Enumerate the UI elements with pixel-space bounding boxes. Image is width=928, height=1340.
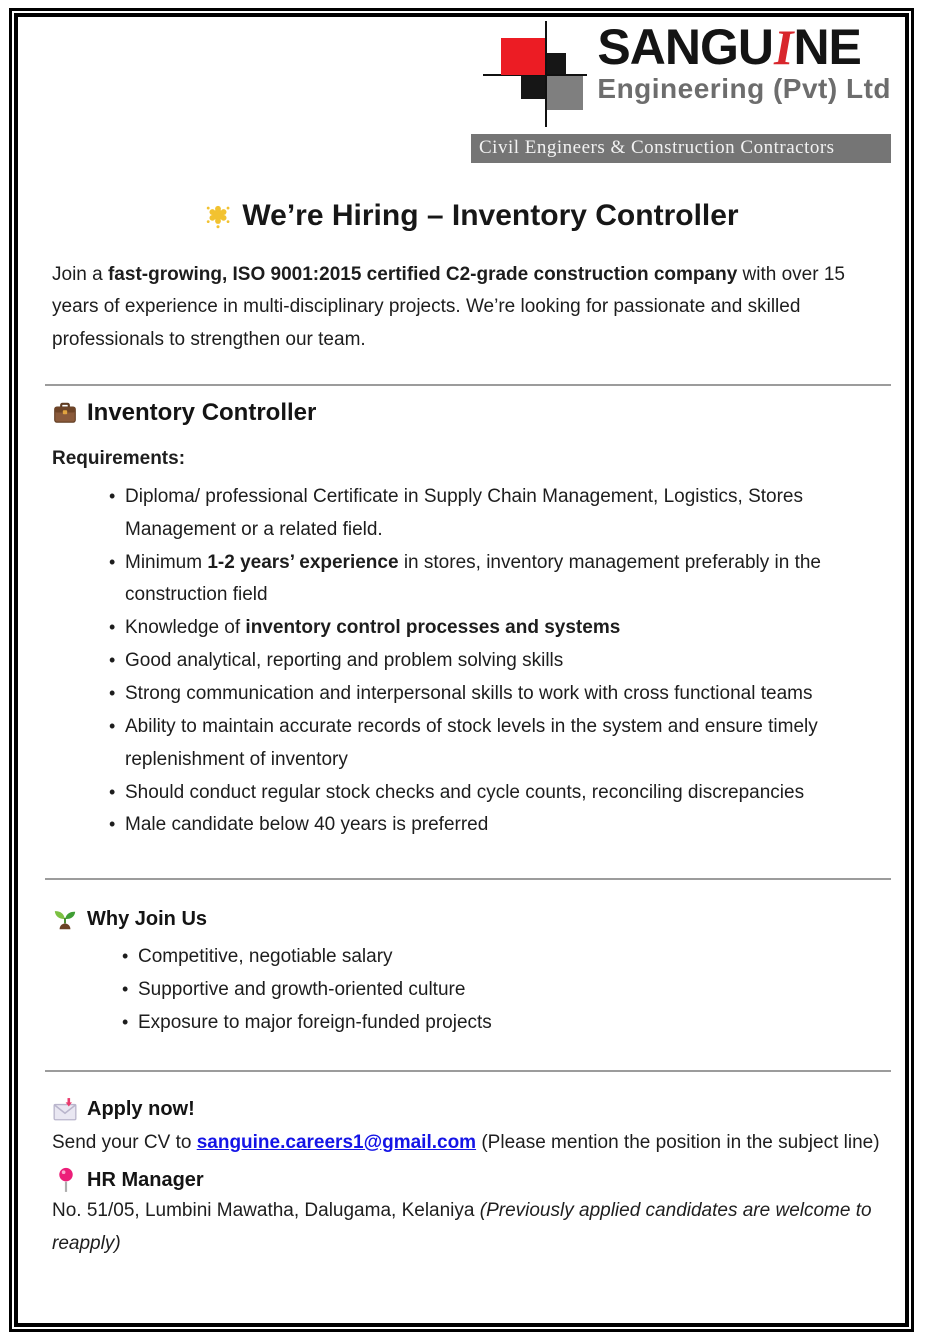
requirement-item: • Knowledge of inventory control processes and systems [109, 612, 842, 645]
page-title [52, 199, 891, 233]
blossom-icon [204, 202, 232, 230]
requirement-item: • Strong communication and interpersonal skills to work with cross functional teams [109, 678, 842, 711]
logo-text [597, 21, 891, 104]
logo-squares-icon [481, 21, 593, 127]
hr-manager-heading-text: HR Manager [87, 1168, 204, 1191]
job-section-heading [52, 399, 891, 427]
section-divider [45, 878, 891, 880]
requirements-label: Requirements: [52, 447, 186, 469]
apply-heading-text: Apply now! [87, 1098, 195, 1121]
seedling-icon [52, 906, 78, 932]
logo-red-i: I [773, 19, 793, 75]
job-title-text: Inventory Controller [87, 398, 317, 426]
why-join-item: • Exposure to major foreign-funded projects [122, 1007, 812, 1040]
company-logo [481, 21, 891, 127]
requirement-item: • Minimum 1-2 years’ experience in stores, inventory management preferably in the construction field [109, 547, 842, 613]
intro-paragraph: Join a fast-growing, ISO 9001:2015 certified C2-grade construction company with over 15 years of experience in multi-disciplinary projects. We’re looking for passionate and skilled professionals to strengthen our team. [52, 264, 845, 350]
company-tagline-banner: Civil Engineers & Construction Contractors [471, 134, 891, 163]
address-line: No. 51/05, Lumbini Mawatha, Dalugama, Kelaniya (Previously applied candidates are welcome to reapply) [52, 1200, 872, 1254]
apply-heading [52, 1097, 891, 1123]
round-pushpin-icon [57, 1167, 75, 1193]
page-border-outer [9, 8, 914, 1332]
why-join-item: • Competitive, negotiable salary [122, 941, 812, 974]
requirement-item: • Ability to maintain accurate records of stock levels in the system and ensure timely replenishment of inventory [109, 711, 842, 777]
envelope-arrow-icon [52, 1097, 78, 1123]
page-border-inner [14, 13, 909, 1327]
apply-instructions: Send your CV to sanguine.careers1@gmail.com (Please mention the position in the subject line) [52, 1131, 880, 1153]
why-join-item: • Supportive and growth-oriented culture [122, 974, 812, 1007]
section-divider [45, 1070, 891, 1072]
requirement-item: • Should conduct regular stock checks and cycle counts, reconciling discrepancies [109, 777, 842, 810]
email-link[interactable]: sanguine.careers1@gmail.com [196, 1131, 477, 1153]
hr-manager-heading [52, 1167, 891, 1193]
requirement-item: • Good analytical, reporting and problem solving skills [109, 645, 842, 678]
requirement-item: • Diploma/ professional Certificate in Supply Chain Management, Logistics, Stores Management or a related field. [109, 481, 842, 547]
page-title-text: We’re Hiring – Inventory Controller [242, 199, 739, 232]
company-subtitle: Engineering (Pvt) Ltd [597, 72, 891, 104]
company-name: SANGUINE [597, 19, 861, 75]
why-join-heading [52, 906, 891, 932]
briefcase-icon [52, 400, 78, 426]
header [52, 21, 891, 163]
requirement-item: • Male candidate below 40 years is preferred [109, 809, 842, 842]
section-divider [45, 384, 891, 386]
why-join-list [52, 941, 812, 1040]
requirements-list [52, 481, 842, 842]
why-join-heading-text: Why Join Us [87, 907, 208, 930]
